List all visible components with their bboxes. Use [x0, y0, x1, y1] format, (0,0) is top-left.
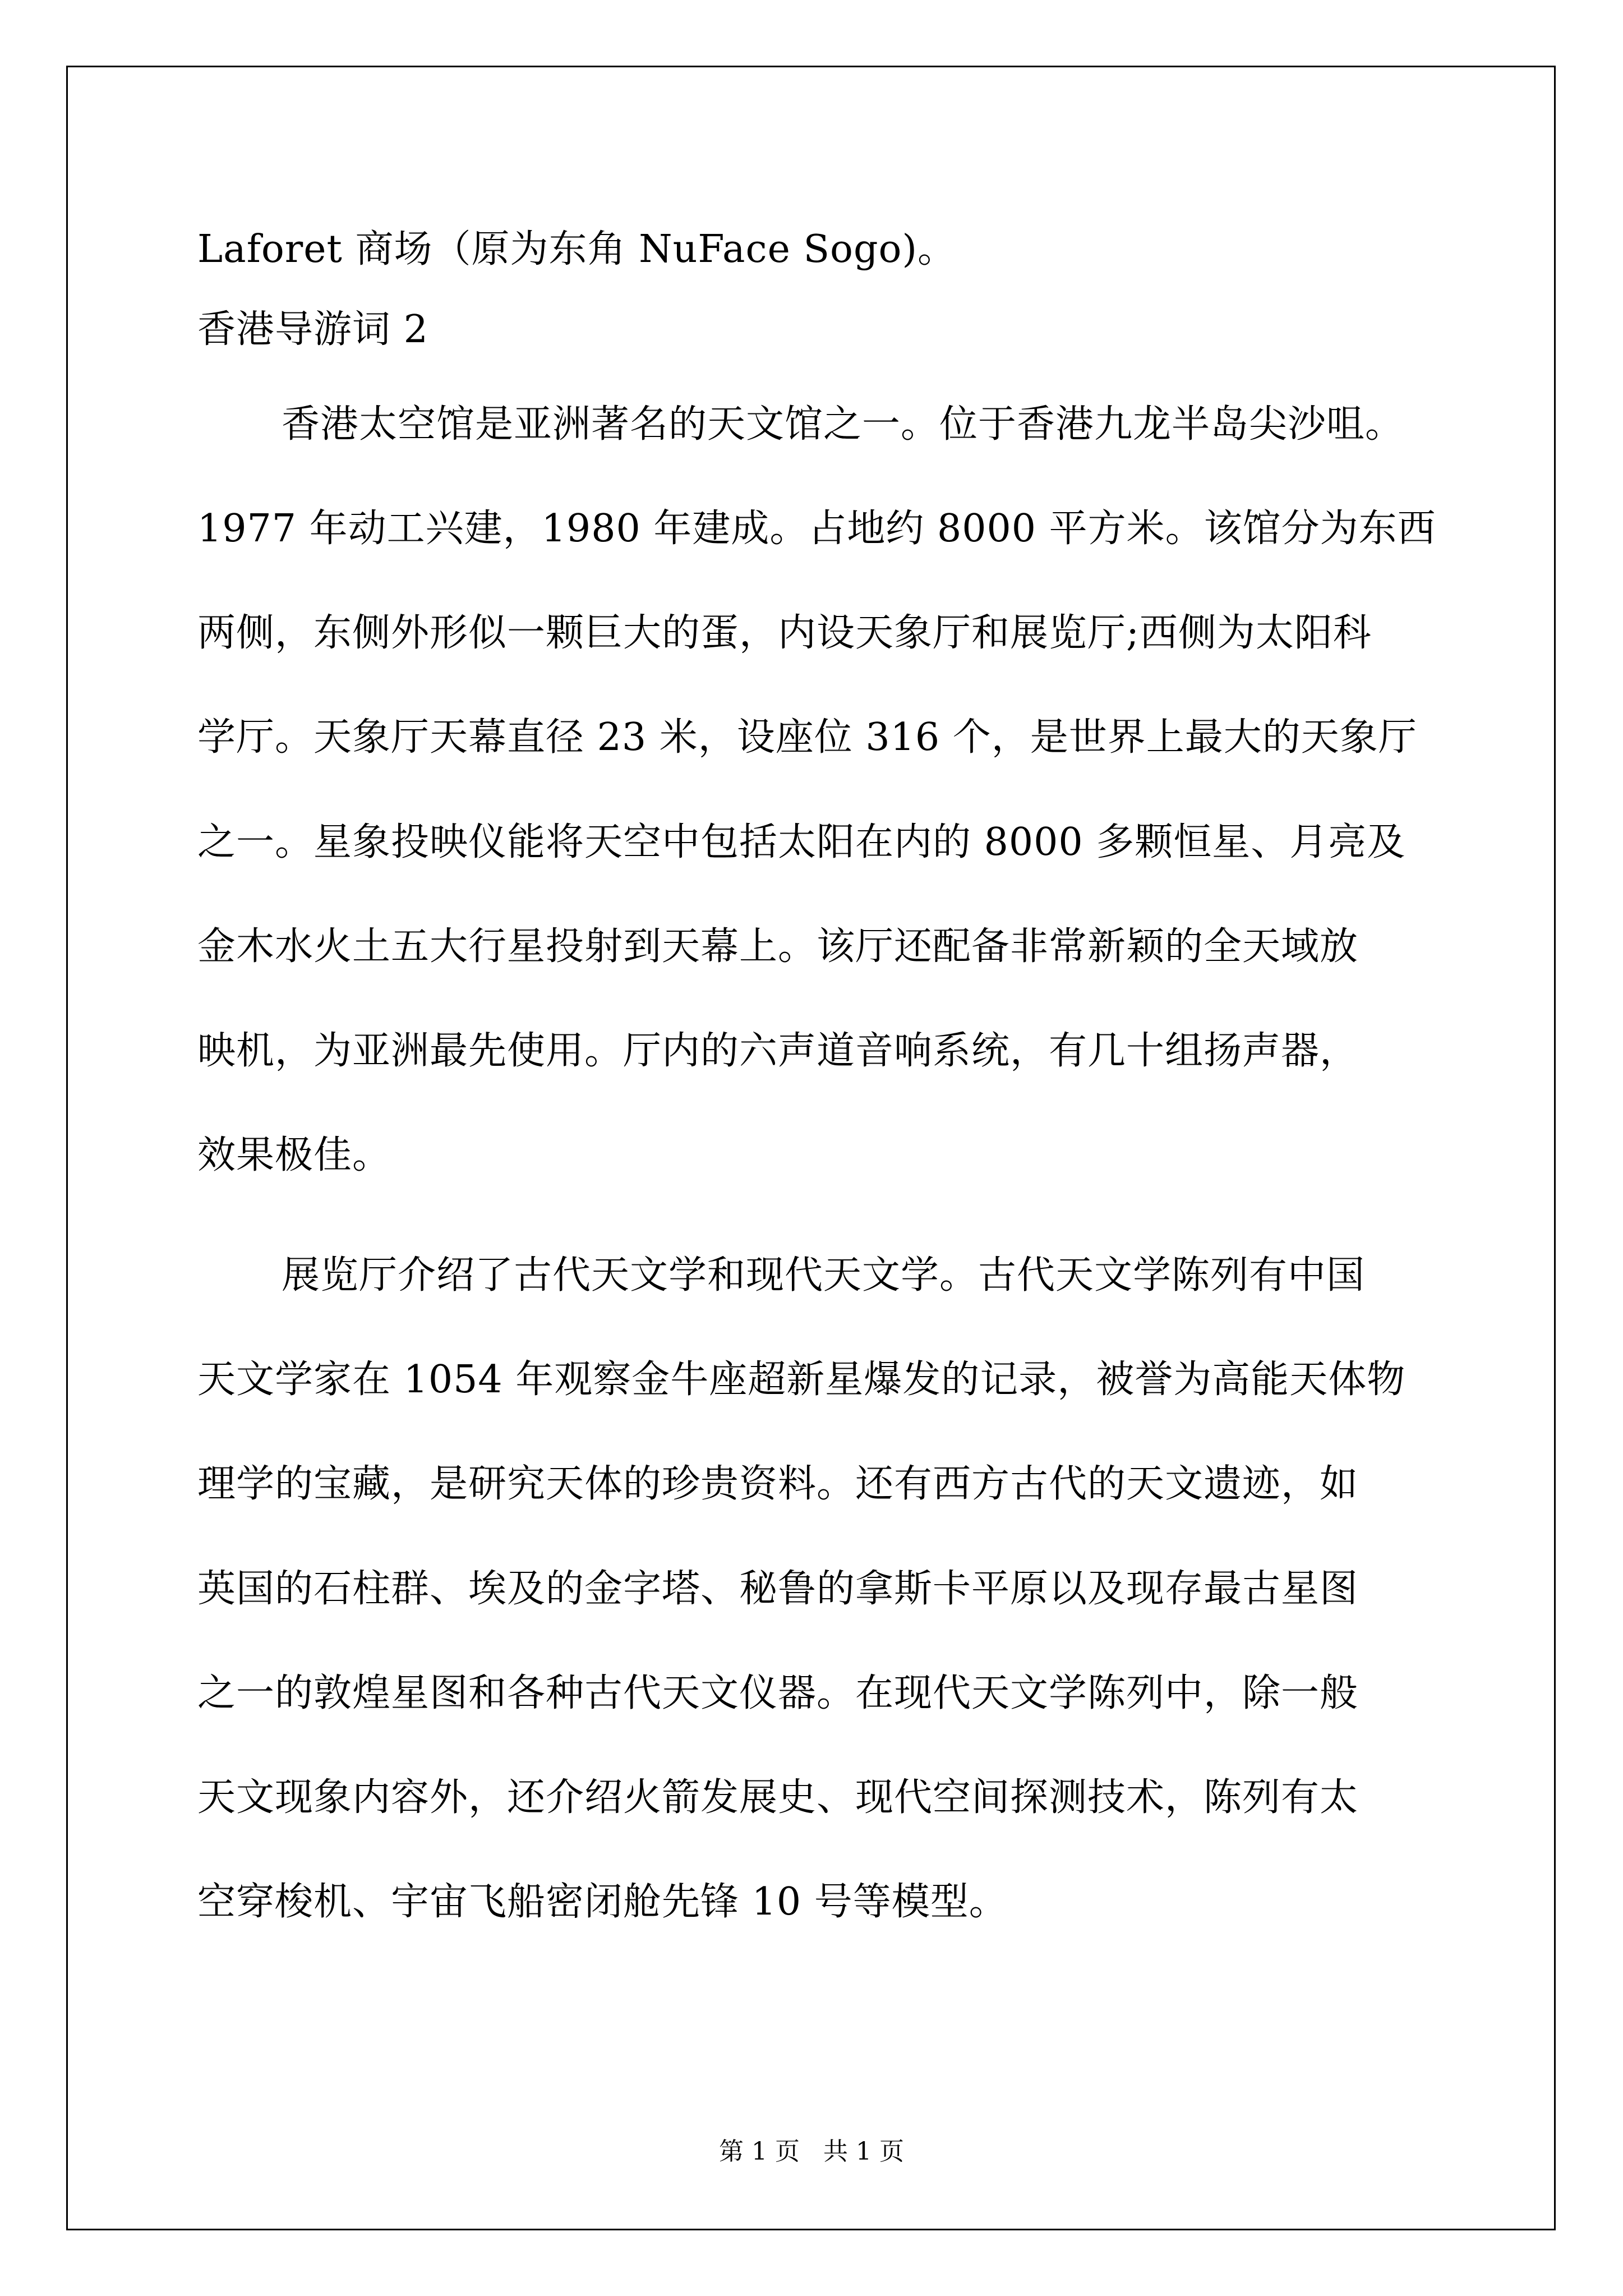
paragraph-line: 空穿梭机、宇宙飞船密闭舱先锋 10 号等模型。	[197, 1880, 1008, 1924]
paragraph-line: 香港太空馆是亚洲著名的天文馆之一。位于香港九龙半岛尖沙咀。	[282, 402, 1404, 447]
paragraph-line: 天文学家在 1054 年观察金牛座超新星爆发的记录，被誉为高能天体物	[197, 1358, 1406, 1402]
paragraph-line: 学厅。天象厅天幕直径 23 米，设座位 316 个，是世界上最大的天象厅	[197, 715, 1417, 760]
page-footer: 第 1 页 共 1 页	[719, 2137, 904, 2166]
paragraph-line: 映机，为亚洲最先使用。厅内的六声道音响系统，有几十组扬声器，	[197, 1029, 1359, 1073]
paragraph-line: 理学的宝藏，是研究天体的珍贵资料。还有西方古代的天文遗迹，如	[197, 1462, 1359, 1506]
paragraph-line: 1977 年动工兴建，1980 年建成。占地约 8000 平方米。该馆分为东西	[197, 507, 1436, 551]
paragraph-line: 天文现象内容外，还介绍火箭发展史、现代空间探测技术，陈列有太	[197, 1775, 1359, 1820]
paragraph-line: 效果极佳。	[197, 1133, 391, 1177]
paragraph-line: 两侧，东侧外形似一颗巨大的蛋，内设天象厅和展览厅;西侧为太阳科	[197, 611, 1372, 655]
section-heading: 香港导游词 2	[197, 307, 428, 352]
paragraph-line: 英国的石柱群、埃及的金字塔、秘鲁的拿斯卡平原以及现存最古星图	[197, 1567, 1359, 1611]
paragraph-line: 金木水火土五大行星投射到天幕上。该厅还配备非常新颖的全天域放	[197, 924, 1359, 969]
paragraph-line: 之一的敦煌星图和各种古代天文仪器。在现代天文学陈列中，除一般	[197, 1671, 1359, 1715]
paragraph-line: 之一。星象投映仪能将天空中包括太阳在内的 8000 多颗恒星、月亮及	[197, 820, 1406, 864]
paragraph-line: 展览厅介绍了古代天文学和现代天文学。古代天文学陈列有中国	[282, 1253, 1366, 1297]
text-line: Laforet 商场（原为东角 NuFace Sogo)。	[197, 227, 956, 272]
